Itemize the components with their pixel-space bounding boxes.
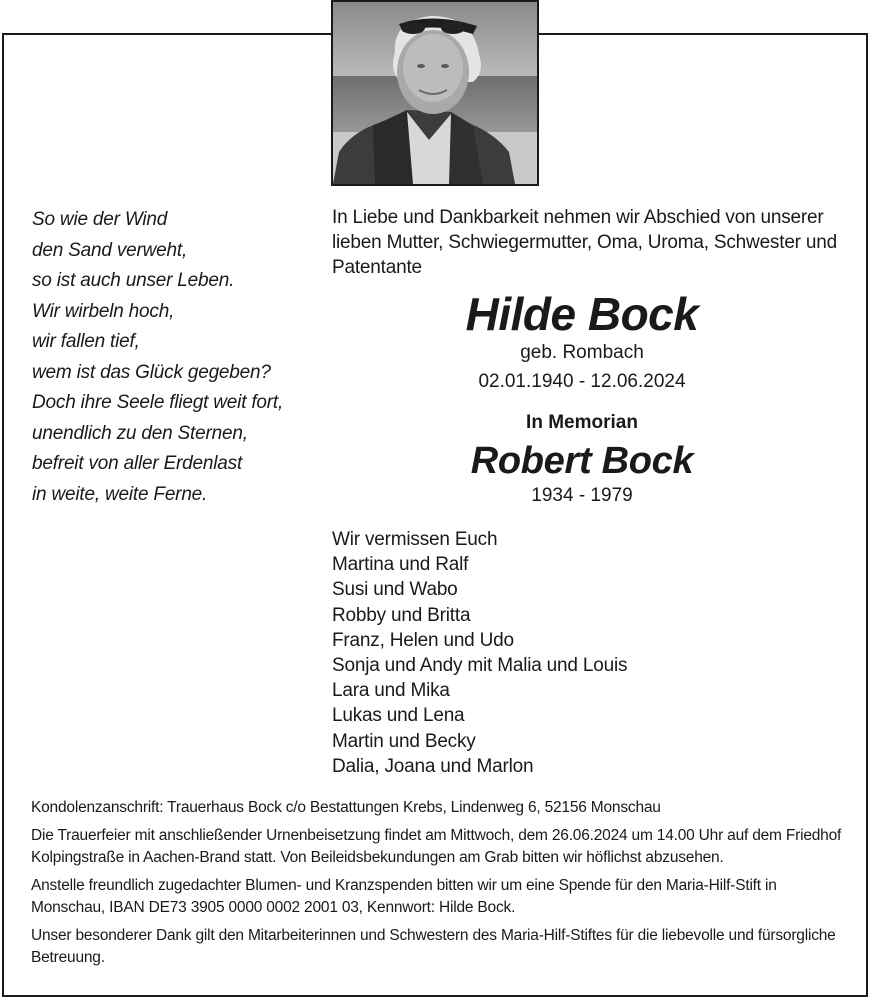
deceased-name: Hilde Bock [465, 288, 699, 340]
portrait-photo [331, 0, 539, 186]
family-line: Susi und Wabo [332, 579, 458, 601]
poem-line: befreit von aller Erdenlast [32, 453, 243, 474]
poem-line: Doch ihre Seele fliegt weit fort, [32, 392, 284, 413]
poem-line: wem ist das Glück gegeben? [32, 361, 271, 383]
family-list [332, 527, 732, 779]
condolence-address: Kondolenzanschrift: Trauerhaus Bock c/o Bestattungen Krebs, Lindenweg 6, 52156 Monschau [31, 799, 661, 816]
poem-line: Wir wirbeln hoch, [32, 300, 175, 322]
family-line: Sonja und Andy mit Malia und Louis [332, 655, 628, 677]
poem-line: den Sand verweht, [32, 239, 188, 261]
memorial-years: 1934 - 1979 [531, 485, 633, 506]
poem-line: wir fallen tief, [32, 331, 140, 352]
ceremony-info: Die Trauerfeier mit anschließender Urnenbeisetzung findet am Mittwoch, dem 26.06.2024 um 14.00 Uhr auf dem Friedhof Kolpingstraße in Aachen-Brand statt. Von Beileidsbekundungen am Grab bitten wir höflichst abzusehen. [31, 827, 842, 866]
family-line: Franz, Helen und Udo [332, 629, 514, 651]
thanks-note: Unser besonderer Dank gilt den Mitarbeiterinnen und Schwestern des Maria-Hilf-Stiftes für die liebevolle und fürsorgliche Betreuung. [31, 927, 836, 966]
family-line: Robby und Britta [332, 604, 471, 626]
poem [32, 205, 312, 510]
poem-line: unendlich zu den Sternen, [32, 422, 248, 444]
life-dates: 02.01.1940 - 12.06.2024 [478, 371, 686, 392]
memorial-heading: In Memorian [526, 412, 638, 433]
poem-line: so ist auch unser Leben. [32, 270, 235, 291]
memorial-name: Robert Bock [470, 440, 694, 482]
family-line: Dalia, Joana und Marlon [332, 755, 534, 777]
family-line: Wir vermissen Euch [332, 529, 498, 550]
family-line: Martin und Becky [332, 730, 476, 752]
portrait-image [333, 2, 537, 184]
notes-section [31, 797, 846, 975]
intro-text: In Liebe und Dankbarkeit nehmen wir Abschied von unserer lieben Mutter, Schwiegermutter, Oma, Uroma, Schwester und Patentante [332, 207, 837, 278]
family-line: Lukas und Lena [332, 705, 465, 727]
donation-info: Anstelle freundlich zugedachter Blumen- und Kranzspenden bitten wir um eine Spende für den Maria-Hilf-Stift in Monschau, IBAN DE73 3905 0000 0002 2001 03, Kennwort: Hilde Bock. [31, 877, 777, 916]
birth-name: geb. Rombach [520, 342, 644, 363]
poem-line: So wie der Wind [32, 209, 168, 230]
family-line: Martina und Ralf [332, 554, 469, 576]
family-line: Lara und Mika [332, 680, 450, 702]
poem-line: in weite, weite Ferne. [32, 483, 208, 505]
